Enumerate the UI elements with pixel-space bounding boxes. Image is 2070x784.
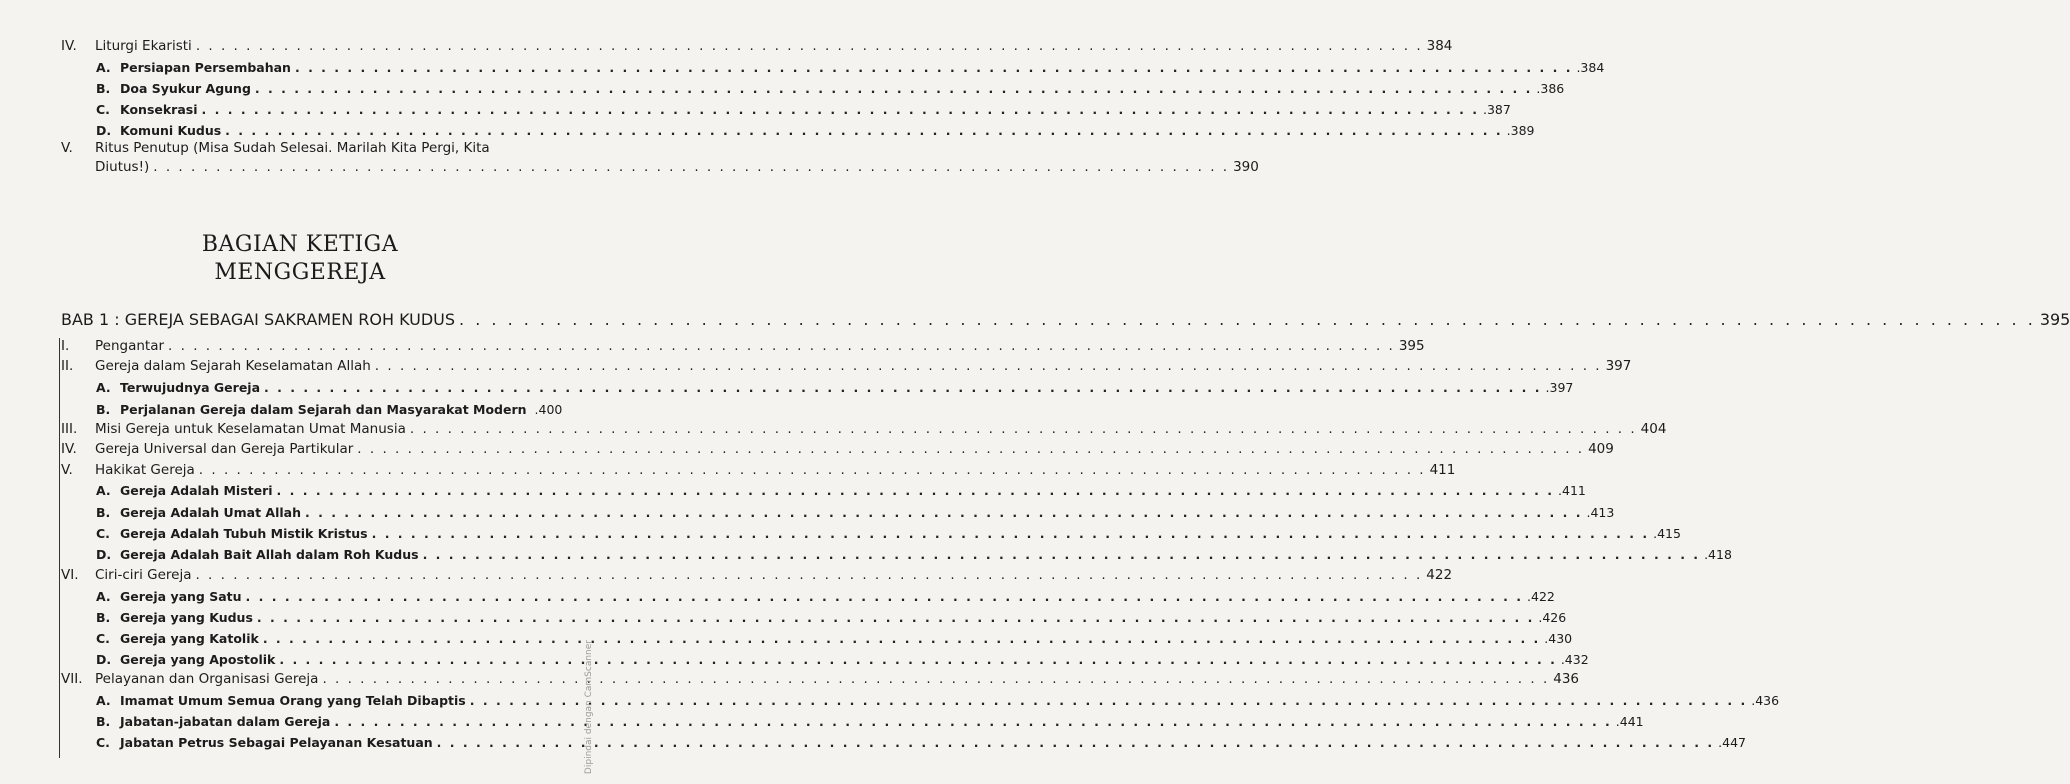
- toc-entry-title: Misi Gereja untuk Keselamatan Umat Manusia: [95, 421, 406, 437]
- toc-entry-number: B.: [96, 81, 111, 96]
- toc-entry-title: Persiapan Persembahan: [120, 60, 291, 75]
- chapter-page: 395: [2039, 310, 2070, 329]
- toc-entry-number: VI.: [61, 567, 79, 583]
- toc-entry-title: Gereja yang Apostolik: [120, 652, 276, 667]
- toc-entry-title: Komuni Kudus: [120, 123, 222, 138]
- dot-leader: [168, 338, 1395, 354]
- toc-entry: [61, 338, 1425, 354]
- toc-entry-page: 422: [1426, 567, 1453, 583]
- toc-entry-two-line: [61, 140, 1259, 175]
- toc-entry-page: .413: [1586, 505, 1615, 520]
- toc-entry: [96, 81, 1565, 96]
- dot-leader: [277, 483, 1554, 498]
- toc-entry-page: .397: [1545, 380, 1574, 395]
- part-heading-line-2: MENGGEREJA: [214, 260, 386, 285]
- toc-entry-page: .422: [1527, 589, 1555, 604]
- dot-leader: [334, 714, 1611, 729]
- toc-entry-number: IV.: [61, 38, 77, 54]
- toc-entry: [96, 652, 1589, 667]
- toc-entry-number: B.: [96, 505, 111, 520]
- toc-entry-title: Gereja yang Katolik: [120, 631, 259, 646]
- toc-entry-title: Gereja Adalah Misteri: [120, 483, 273, 498]
- toc-entry: [61, 671, 1580, 687]
- toc-entry-title: Gereja Adalah Umat Allah: [120, 505, 301, 520]
- dot-leader: [153, 159, 1229, 175]
- toc-entry: [61, 358, 1632, 374]
- toc-entry-page: .389: [1506, 123, 1535, 138]
- dot-leader: [196, 38, 1423, 54]
- dot-leader: [305, 505, 1582, 520]
- dot-leader: [322, 671, 1549, 687]
- toc-entry-number: D.: [96, 652, 112, 667]
- toc-entry: [61, 441, 1614, 457]
- toc-entry-number: II.: [61, 358, 74, 374]
- toc-entry-number: A.: [96, 589, 111, 604]
- toc-entry-page: 436: [1553, 671, 1580, 687]
- toc-entry-title: Gereja dalam Sejarah Keselamatan Allah: [95, 358, 371, 374]
- dot-leader: [357, 441, 1584, 457]
- vertical-rule: [59, 338, 60, 758]
- toc-entry-title: Hakikat Gereja: [95, 462, 195, 478]
- chapter-entry: [61, 310, 2070, 329]
- toc-entry: [61, 421, 1667, 437]
- toc-entry-page: 390: [1233, 159, 1259, 175]
- dot-leader: [255, 81, 1532, 96]
- scanner-watermark: Dipindai dengan CamScanner: [584, 640, 594, 775]
- toc-entry-page: .386: [1536, 81, 1565, 96]
- toc-entry-page: 384: [1426, 38, 1453, 54]
- dot-leader: [372, 526, 1649, 541]
- toc-entry: [96, 505, 1615, 520]
- dot-leader: [423, 547, 1700, 562]
- toc-entry: [96, 526, 1681, 541]
- toc-entry: [61, 38, 1453, 54]
- toc-entry-title: Doa Syukur Agung: [120, 81, 251, 96]
- toc-entry-page: .441: [1615, 714, 1644, 729]
- toc-entry-title: Liturgi Ekaristi: [95, 38, 192, 54]
- toc-entry-number: D.: [96, 547, 112, 562]
- toc-entry-page: .415: [1653, 526, 1681, 541]
- toc-entry-page: .400: [534, 402, 563, 417]
- toc-entry-page: 404: [1640, 421, 1667, 437]
- toc-entry-number: A.: [96, 380, 111, 395]
- dot-leader: [375, 358, 1602, 374]
- toc-entry-number: A.: [96, 693, 111, 708]
- toc-entry-number: I.: [61, 338, 70, 354]
- toc-entry: [96, 631, 1573, 646]
- toc-entry: [96, 402, 563, 417]
- toc-entry: [96, 380, 1574, 395]
- dot-leader: [410, 421, 1637, 437]
- chapter-title: BAB 1 : GEREJA SEBAGAI SAKRAMEN ROH KUDUS: [61, 310, 456, 329]
- toc-entry-number: C.: [96, 735, 110, 750]
- toc-entry-title: Imamat Umum Semua Orang yang Telah Dibaptis: [120, 693, 466, 708]
- toc-entry-page: 411: [1429, 462, 1456, 478]
- dot-leader: [195, 567, 1422, 583]
- toc-entry-title: Gereja yang Kudus: [120, 610, 253, 625]
- toc-entry-number: B.: [96, 714, 111, 729]
- toc-entry-title: Perjalanan Gereja dalam Sejarah dan Masyarakat Modern: [120, 402, 527, 417]
- toc-entry: [61, 462, 1456, 478]
- toc-entry-number: A.: [96, 60, 111, 75]
- dot-leader: [279, 652, 1556, 667]
- toc-entry-title: Gereja Adalah Bait Allah dalam Roh Kudus: [120, 547, 419, 562]
- toc-entry-page: .432: [1560, 652, 1589, 667]
- dot-leader: [199, 462, 1426, 478]
- part-heading-line-1: BAGIAN KETIGA: [201, 232, 399, 257]
- toc-entry: [96, 714, 1644, 729]
- toc-entry-number: C.: [96, 631, 110, 646]
- toc-entry: [96, 693, 1780, 708]
- toc-entry-number: V.: [61, 140, 73, 156]
- toc-entry: [96, 123, 1535, 138]
- dot-leader: [470, 693, 1747, 708]
- dot-leader: [437, 735, 1714, 750]
- toc-entry: [96, 60, 1605, 75]
- toc-entry-page: .426: [1538, 610, 1567, 625]
- toc-entry-number: VII.: [61, 671, 83, 687]
- toc-entry-number: A.: [96, 483, 111, 498]
- toc-entry-title: Pelayanan dan Organisasi Gereja: [95, 671, 319, 687]
- toc-entry-page: 395: [1398, 338, 1425, 354]
- toc-entry-number: IV.: [61, 441, 77, 457]
- toc-entry-number: B.: [96, 402, 111, 417]
- toc-entry-number: B.: [96, 610, 111, 625]
- toc-entry-title-continued: Diutus!): [95, 159, 150, 175]
- toc-entry-page: .411: [1558, 483, 1586, 498]
- toc-entry-title: Gereja Universal dan Gereja Partikular: [95, 441, 354, 457]
- toc-entry-page: .384: [1576, 60, 1605, 75]
- toc-entry: [96, 610, 1567, 625]
- dot-leader: [263, 631, 1540, 646]
- toc-entry: [96, 102, 1511, 117]
- toc-entry: [96, 589, 1555, 604]
- toc-entry-title: Jabatan-jabatan dalam Gereja: [120, 714, 331, 729]
- dot-leader: [257, 610, 1534, 625]
- toc-entry-title: Jabatan Petrus Sebagai Pelayanan Kesatuan: [120, 735, 433, 750]
- toc-entry-page: .387: [1483, 102, 1511, 117]
- toc-entry-page: .418: [1704, 547, 1732, 562]
- toc-entry-page: .447: [1718, 735, 1746, 750]
- toc-entry-title: Gereja yang Satu: [120, 589, 242, 604]
- dot-leader: [264, 380, 1541, 395]
- dot-leader: [225, 123, 1502, 138]
- dot-leader: [459, 310, 2036, 329]
- toc-entry-title: Ciri-ciri Gereja: [95, 567, 192, 583]
- toc-entry-number: D.: [96, 123, 112, 138]
- toc-entry-title: Konsekrasi: [120, 102, 198, 117]
- toc-entry-page: 397: [1605, 358, 1632, 374]
- toc-entry-page: 409: [1588, 441, 1614, 457]
- toc-entry-title: Ritus Penutup (Misa Sudah Selesai. Marilah Kita Pergi, Kita: [95, 140, 490, 156]
- toc-entry-number: III.: [61, 421, 78, 437]
- toc-entry: [96, 547, 1732, 562]
- toc-entry-title: Gereja Adalah Tubuh Mistik Kristus: [120, 526, 368, 541]
- toc-entry-title: Pengantar: [95, 338, 165, 354]
- toc-entry: [96, 735, 1746, 750]
- toc-entry-number: C.: [96, 102, 110, 117]
- toc-entry-page: .430: [1544, 631, 1573, 646]
- toc-entry-title: Terwujudnya Gereja: [120, 380, 261, 395]
- toc-entry-number: V.: [61, 462, 73, 478]
- dot-leader: [202, 102, 1479, 117]
- toc-entry: [96, 483, 1586, 498]
- dot-leader: [295, 60, 1572, 75]
- dot-leader: [246, 589, 1523, 604]
- toc-entry-number: C.: [96, 526, 110, 541]
- toc-entry-page: .436: [1751, 693, 1780, 708]
- toc-entry: [61, 567, 1453, 583]
